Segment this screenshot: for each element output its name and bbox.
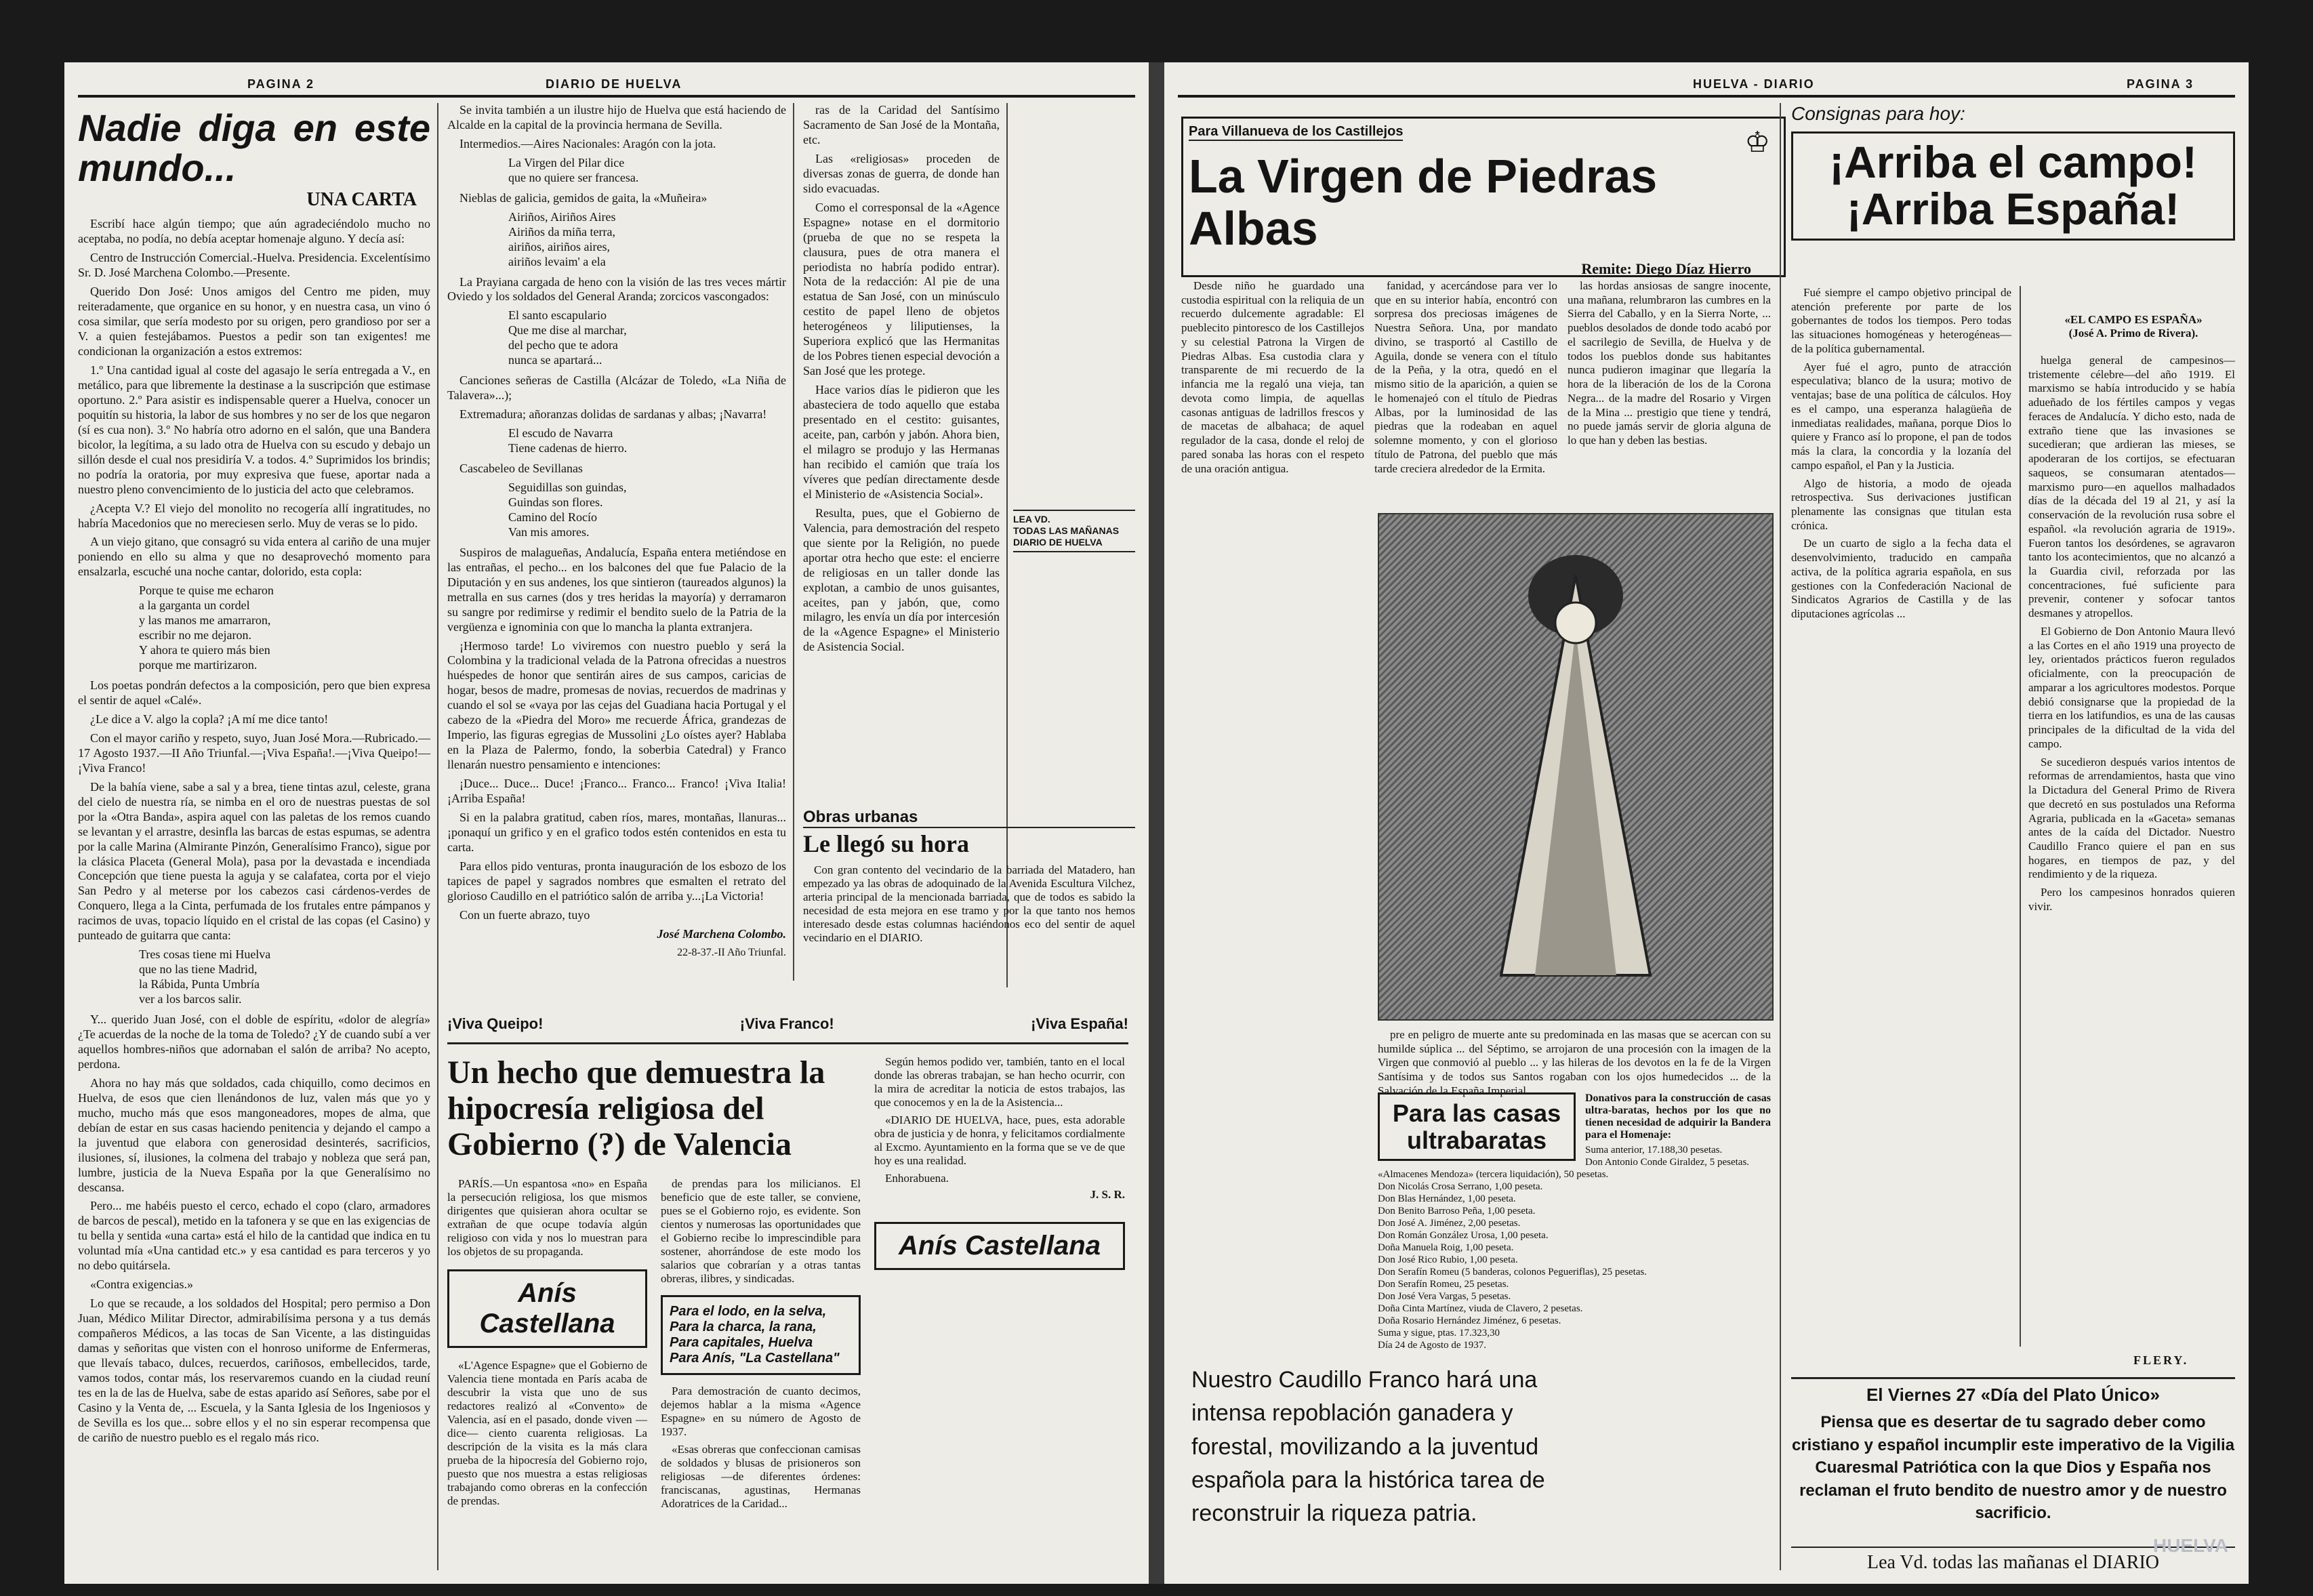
poem-line: Y ahora te quiero más bien bbox=[139, 643, 270, 657]
paragraph: Querido Don José: Unos amigos del Centro me piden, muy reiteradamente, que organice en su honor, y en nuestra casa, un vino ó cosa similar, que sería modesto por su origen, pero grandioso por ser a V. a quien festejábamos. Puestos a pedir son tan exigentes! me condicionan la organización a estos extremos: bbox=[78, 285, 430, 359]
poem-line: La Virgen del Pilar dice bbox=[508, 155, 625, 169]
poem-line: Van mis amores. bbox=[508, 525, 590, 539]
poem-line: Seguidillas son guindas, bbox=[508, 480, 627, 494]
donation-line: Don Blas Hernández, 1,00 peseta. bbox=[1378, 1193, 1516, 1204]
headline-arriba-el-campo: ¡Arriba el campo! ¡Arriba España! bbox=[1829, 137, 2197, 234]
ad-line: Para la charca, la rana, bbox=[670, 1319, 817, 1334]
poem-line: Guindas son flores. bbox=[508, 495, 603, 509]
donation-line: Doña Rosario Hernández Jiménez, 6 pesetas. bbox=[1378, 1315, 1561, 1326]
donation-line: «Almacenes Mendoza» (tercera liquidación), 50 pesetas. bbox=[1378, 1169, 1609, 1180]
paragraph: ¿Le dice a V. algo la copla? ¡A mí me dice tanto! bbox=[90, 712, 329, 726]
paragraph: Desde niño he guardado una custodia espiritual con la reliquia de un recuerdo dulcemente agradable: El pueblecito pintoresco de los Castillejos y su celestial Patrona la Virgen de Piedras Albas. Esa custodia clara y transparente de mi recuerdo de la infancia me la regaló una vieja, tan devota como limpia, de aquellas casonas antiguas de ladrillos frescos y de macetas de albahaca; de aquel regulador de la casa, donde el reloj de pared sonaba las horas con el respeto de una oración antigua. bbox=[1181, 279, 1364, 475]
paragraph: «DIARIO DE HUELVA, hace, pues, esta adorable obra de justicia y de honra, y felicitamos cordialmente al Excmo. Ayuntamiento en la forma que se ve de que hoy es una realidad. bbox=[874, 1113, 1125, 1167]
paragraph: Lo que se recaude, a los soldados del Hospital; pero permiso a Don Juan, Médico Militar Director, admirabilísima persona y a tus demás compañeros Médicos, a las tocas de San Vicente, a las distinguidas damas y señoritas que visten con el honroso uniforme de Enfermeras, que llevaís tabaco, dulces, recuerdos, cariñosos, embellecidos, tarde, vamos todos, contar más, los reservaremos cuando en la ciudad reuní tes en la de las de Huelva, sabe de estas aparido así Señores, sabe por el Casino y la Venta de, ... Escuela, y la Santa Iglesia de los Ingeniosos y de Sevilla es los que... sobre ellos y el no sin esperar recompensa que de cariño de nuestro pueblo es el regalo más rico. bbox=[78, 1296, 430, 1444]
virgen-photo bbox=[1378, 513, 1774, 1021]
paragraph: De un cuarto de siglo a la fecha data el desenvolvimiento, traducido en campaña activa, de la política agraria española, en sus gestiones con la Confederación Nacional de Sindicatos Agrarios de Castilla y de las diputaciones agrícolas ... bbox=[1791, 537, 2011, 621]
paragraph: Pero los campesinos honrados quieren vivir. bbox=[2028, 886, 2235, 913]
paragraph: PARÍS.—Un espantosa «no» en España la persecución religiosa, los que mismos dirigentes que quisieran ahora ocultar se extrañan de que ocupe todavía algún religioso con vida y nos lo muestran para los objetos de su propaganda. bbox=[447, 1177, 647, 1258]
header-rule bbox=[1178, 95, 2235, 98]
paragraph: Donativos para la construcción de casas ultra-baratas, hechos por los que no tienen necesidad de adquirir la Bandera para el Homenaje: bbox=[1585, 1092, 1771, 1141]
poem-line: ver a los barcos salir. bbox=[139, 992, 242, 1006]
donation-line: Don José Rico Rubio, 1,00 peseta. bbox=[1378, 1254, 1518, 1265]
donation-line: Suma y sigue, ptas. 17.323,30 bbox=[1378, 1328, 1500, 1338]
vivas-line bbox=[447, 1011, 1128, 1044]
paragraph: Centro de Instrucción Comercial.-Huelva. Presidencia. Excelentísimo Sr. D. José Marchena Colombo.—Presente. bbox=[78, 251, 430, 280]
page-number-right: PAGINA 3 bbox=[2127, 77, 2194, 91]
paragraph: Con un fuerte abrazo, tuyo bbox=[459, 907, 590, 922]
ad-anis-castellana-1: Anís Castellana bbox=[447, 1269, 647, 1348]
poem-copla bbox=[78, 584, 430, 673]
paragraph: «Esas obreras que confeccionan camisas de soldados y blusas de prisioneros son religiosas —de diferentes órdenes: franciscanas, agustinas, Hermanas Adoratrices de la Caridad... bbox=[661, 1443, 861, 1510]
poem-line: Airiños da miña terra, bbox=[508, 224, 615, 239]
poem-line: que no quiere ser francesa. bbox=[508, 170, 639, 184]
plato-unico-notice bbox=[1791, 1377, 2235, 1525]
virgen-col2 bbox=[1374, 279, 1557, 506]
consignas-section bbox=[1791, 103, 2235, 241]
poem-line: Camino del Rocío bbox=[508, 510, 597, 524]
paragraph: Según hemos podido ver, también, tanto en el local donde las obreras trabajan, se han hecho ocurrir, con la mira de acreditar la noticia de estos trabajos, las que conocemos y en la de la Asistencia... bbox=[874, 1055, 1125, 1109]
column-divider bbox=[793, 103, 794, 981]
paragraph: «L'Agence Espagne» que el Gobierno de Valencia tiene montada en París acaba de descubrir la vista que uno de sus redactores realizó al «Convento» de Valencia, así en el pasado, donde viven —dice— ciento cuarenta religiosas. La descripción de la visita es la más clara prueba de la hipocresía del Gobierno rojo, puesto que nos muestra a estas religiosas trabajando como obreras en la confección de prendas. bbox=[447, 1359, 647, 1507]
boxed-line: TODAS LAS MAÑANAS bbox=[1013, 525, 1120, 537]
donation-line: Don Román González Urosa, 1,00 peseta. bbox=[1378, 1230, 1549, 1241]
paragraph: Suspiros de malagueñas, Andalucía, España entera metiéndose en las entrañas, el pecho... en los balcones del que fue Palacio de la Diputación y en sus andenes, los que sintieron (taureados algunos) la metralla en sus carnes (dos y tres heridas la mayoría) y derramaron su sangre por redimirse y redimir el bendito suelo de la Patria de la vergüenza e ignominia con que lo mancha la planta extranjera. bbox=[447, 545, 786, 634]
virgen-col-lower bbox=[1378, 1028, 1771, 1097]
archive-watermark: HUELVA bbox=[2153, 1535, 2228, 1556]
poem-line: Tres cosas tiene mi Huelva bbox=[139, 947, 271, 962]
consignas-label: Consignas para hoy: bbox=[1791, 103, 1965, 124]
column-carta-cont bbox=[447, 103, 786, 1048]
paragraph: El Gobierno de Don Antonio Maura llevó a las Cortes en el año 1919 una proyecto de ley, orientados prácticos fueron regulados oficialmente, con la preocupación de amparar a los agricultores modestos. Porque debió consignarse que la propiedad de la tierra en los latifundios, es una de las causas principales de la dificultad de la vida del campo. bbox=[2028, 624, 2235, 750]
poem-line: El santo escapulario bbox=[508, 308, 607, 323]
paragraph: fanidad, y acercándose para ver lo que en su interior había, encontró con sorpresa dos preciosas imágenes de Nuestra Señora. Una, por mandato divino, se trasportó al Castillo de Aguila, donde se venera con el título de la Peña, y la otra, quedó en el mismo sitio de la aparición, a quien se le homenajeó con el título de Piedras Albas, por la luminosidad de las piedras que la rodeaban en aquel solemne momento, y con el glorioso título de Patrona, del pueblo que más tarde creciera alrededor de la Ermita. bbox=[1374, 279, 1557, 475]
column-divider bbox=[1780, 103, 1781, 1570]
column-divider bbox=[437, 103, 438, 1570]
poem-line: airiños, airiños aires, bbox=[508, 239, 610, 253]
subhead-una-carta: UNA CARTA bbox=[306, 188, 417, 210]
donation-line: Doña Cinta Martínez, viuda de Clavero, 2 pesetas. bbox=[1378, 1303, 1583, 1314]
paragraph: Como el corresponsal de la «Agence Espagne» notase en el dormitorio (prueba de que no se respeta la clausura, pues de otra manera el periodista no habría podido entrar). Nota de la redacción: Al pie de una estatua de San José, con un minúsculo cestito de papel lleno de objetos heterogéneos y liliputienses, la Superiora explicó que las Hermanitas de los Pobres tienen especial devoción a San José que les protege. bbox=[803, 200, 1000, 378]
franco-quote: Nuestro Caudillo Franco hará una intensa repoblación ganadera y forestal, movilizando a la juventud española para la histórica tarea de reconstruir la riqueza patria. bbox=[1191, 1367, 1545, 1527]
kicker: Para Villanueva de los Castillejos bbox=[1189, 124, 1403, 141]
masthead-right: HUELVA - DIARIO bbox=[1693, 77, 1815, 91]
poem-line: Airiños, Airiños Aires bbox=[508, 209, 616, 224]
page-number-left: PAGINA 2 bbox=[247, 77, 315, 91]
paragraph: de prendas para los milicianos. El beneficio que de este taller, se conviene, pues se el Gobierno rojo, es evidente. Son cientos y numerosas las oportunidades que el Gobierno recibe lo imprescindible para sostener, ahorrándose de este modo los salarios que cobrarían y a otras tantas obreras, ilibres, y sindicadas. bbox=[661, 1177, 861, 1285]
virgen-col1 bbox=[1181, 279, 1364, 1082]
headline-le-llego: Le llegó su hora bbox=[803, 830, 970, 857]
poem-line: escribir no me dejaron. bbox=[139, 628, 251, 642]
quote-title: «EL CAMPO ES ESPAÑA» bbox=[2064, 313, 2203, 326]
poem-line: a la garganta un cordel bbox=[139, 598, 250, 613]
hipocresia-col2 bbox=[661, 1177, 861, 1511]
poem-huelva bbox=[78, 947, 430, 1007]
donation-line: Suma anterior, 17.188,30 pesetas. bbox=[1585, 1145, 1723, 1155]
virgen-col3 bbox=[1568, 279, 1771, 506]
poem-muneira bbox=[447, 210, 786, 270]
viva-espana: ¡Viva España! bbox=[1031, 1015, 1128, 1032]
primo-quote bbox=[2032, 313, 2235, 340]
paragraph: 1.º Una cantidad igual al coste del agasajo le sería entregada a V., en metálico, para que libremente la destinase a la suscripción que estimase oportuno. 2.º Para asistir es indispensable querer a Huelva, conocer un poquitín su historia, la labor de sus hombres y no ser de los que negaron (sí es cua non). 3.º No habría otro adorno en el salón, que una Bandera bicolor, la legítima, a su lado otra de Huelva con su escudo y debajo un sillón desde el cual nos presidiría V. a todos. 4.º Suprimidos los brindis; no podría la oratoria, por muy expresiva que fuese, aportar nada a nuestro pleno convencimiento de lo justicia del acto que celebramos. bbox=[78, 363, 430, 496]
poem-line: nunca se apartará... bbox=[508, 353, 602, 367]
poem-navarra bbox=[447, 426, 786, 456]
coat-of-arms-icon: ♔ bbox=[1744, 127, 1770, 159]
poem-line: del pecho que te adora bbox=[508, 338, 618, 352]
paragraph: Algo de historia, a modo de ojeada retrospectiva. Sus derivaciones justifican plenamente las consignas que titulan esta crónica. bbox=[1791, 476, 2011, 532]
masthead-left: DIARIO DE HUELVA bbox=[546, 77, 682, 91]
paragraph: Pero... me habéis puesto el cerco, echado el copo (claro, armadores de barcos de pescal), metido en la tafonera y se que en las exigencias de tu bella y sentida «una carta» está el hilo de la cantidad que indica en tu voluntad mía «Una cantidad etc.» y esa cantidad es para terceros y yo no debo quitársela. bbox=[78, 1199, 430, 1273]
paragraph: Ayer fué el agro, punto de atracción especulativa; blanco de la usura; motivo de ventajas; base de una política de cálculos. Hoy es el campo, una esperanza halagüeña de inmediatas realidades, mañana, porque Dios lo quiere y Franco así lo propone, el pan de todos más la clara, la concordia y la lozanía del campo español, el Pan y la Justicia. bbox=[1791, 360, 2011, 472]
paragraph: De la bahía viene, sabe a sal y a brea, tiene tintas azul, celeste, grana del cielo de nuestra ría, se nimba en el oro de nuestras puestas de sol por la «Otra Banda», aspira aquel con las paletas de los remos cuando se levantan y el arrastre, desinfla las barcas de estas espumas, se adentra por la calle Marina (Almirante Pinzón, Generalísimo Franco), sigue por la clásica Placeta (General Mola), pasa por la devastada e incendiada Concepción que tiene puesta la aguja y se calafatea, corta por el viejo San Pedro y al meterse por los cabezos casi cárdenos-verdes de Conquero, llega a la Cinta, perfumada de los frutales entre pámpanos y racimos de uvas, topacio líquido en el cristal de las copas (el Casino) y punteado de guitarra que canta: bbox=[78, 779, 430, 943]
consignas-headline-box bbox=[1791, 131, 2235, 241]
poem-line: y las manos me amarraron, bbox=[139, 613, 271, 628]
paragraph: Nieblas de galicia, gemidos de gaita, la «Muñeira» bbox=[459, 190, 708, 205]
consignas-col2 bbox=[2028, 354, 2235, 1347]
paragraph: ¿Acepta V.? El viejo del monolito no recogería allí ingratitudes, no habría Macedonios que no mereciesen serlo. Muy de veras se lo pido. bbox=[78, 501, 430, 530]
paragraph: Escribí hace algún tiempo; que aún agradeciéndolo mucho no aceptaba, no podía, no debía aceptar homenaje alguno. Y decía así: bbox=[78, 217, 430, 246]
viva-franco: ¡Viva Franco! bbox=[739, 1015, 834, 1032]
poem-line: airiños levaim' a ela bbox=[508, 254, 606, 268]
paragraph: Se sucedieron después varios intentos de reformas de arrendamientos, hasta que vino la Dictadura del General Primo de Rivera que decretó en sus postulados una Reforma Agraria, publicada en la «Gaceta» semanas antes de la caída del Dictador. Nuestro Caudillo Franco quiere el pan en sus hogares, en tiempos de paz, y del rendimiento y de la riqueza. bbox=[2028, 755, 2235, 881]
footer-note: Lea Vd. todas las mañanas el DIARIO bbox=[1791, 1547, 2235, 1574]
ad-anis-castellana-2: Anís Castellana bbox=[874, 1222, 1125, 1270]
donations-list bbox=[1378, 1144, 1771, 1351]
poem-line: Porque te quise me echaron bbox=[139, 584, 274, 598]
obras-urbanas-section bbox=[803, 808, 1135, 947]
byline: Remite: Diego Díaz Hierro bbox=[1581, 260, 1751, 277]
ad-line: Para el lodo, en la selva, bbox=[670, 1304, 827, 1319]
paragraph: Extremadura; añoranzas dolidas de sardanas y albas; ¡Navarra! bbox=[459, 407, 767, 422]
poem-line: Que me dise al marchar, bbox=[508, 323, 627, 337]
poem-zorcico bbox=[447, 308, 786, 368]
poem-line: que no las tiene Madrid, bbox=[139, 962, 258, 977]
paragraph: Intermedios.—Aires Nacionales: Aragón con la jota. bbox=[459, 136, 716, 150]
hipocresia-col1 bbox=[447, 1177, 647, 1508]
paragraph: Para ellos pido venturas, pronta inauguración de los esbozo de los tapices de papel y sagrados nombres que esmalten el retrato del glorioso Caudillo en el patriótico salón de arriba y...¡La Victoria! bbox=[447, 859, 786, 903]
poem-sevillanas bbox=[447, 480, 786, 540]
paragraph: Resulta, pues, que el Gobierno de Valencia, para demostración del respeto que siente por la Religión, no puede aportar otra hecho que este: el encierre de religiosas en un taller donde las explotan, a cambio de unos guisantes, aceites, pan y jabón, que, como milagro, les envía un día por intercesión de la «Agence Espagne» el Ministerio de Asistencia Social. bbox=[803, 506, 1000, 654]
quote-author: (José A. Primo de Rivera). bbox=[2068, 327, 2198, 340]
paragraph: Y... querido Juan José, con el doble de espíritu, «dolor de alegría» ¿Te acuerdas de la noche de la toma de Toledo? ¿Y de cuando subí a ver aquellos hombres-niños que adornaban el salón de arriba? No acepto, perdona. bbox=[78, 1012, 430, 1071]
article-hipocresia bbox=[447, 1055, 1132, 1577]
paragraph: Para demostración de cuanto decimos, dejemos hablar a la misma «Agence Espagne» en su número de Agosto de 1937. bbox=[661, 1385, 861, 1438]
paragraph: Canciones señeras de Castilla (Alcázar de Toledo, «La Niña de Talavera»...); bbox=[447, 373, 786, 403]
donation-line: Don José Vera Vargas, 5 pesetas. bbox=[1378, 1291, 1511, 1302]
paragraph: ras de la Caridad del Santísimo Sacramento de San José de la Montaña, etc. bbox=[803, 103, 1000, 146]
plato-title: El Viernes 27 «Día del Plato Único» bbox=[1866, 1385, 2161, 1405]
headline-hipocresia: Un hecho que demuestra la hipocresía religiosa del Gobierno (?) de Valencia bbox=[447, 1055, 825, 1162]
headline-casas: Para las casas ultrabaratas bbox=[1392, 1099, 1561, 1154]
ad-line: Para capitales, Huelva bbox=[670, 1335, 813, 1350]
hipocresia-col3 bbox=[874, 1055, 1125, 1270]
poem-line: El escudo de Navarra bbox=[508, 426, 613, 441]
donation-line: Don José A. Jiménez, 2,00 pesetas. bbox=[1378, 1218, 1521, 1229]
virgin-statue-icon bbox=[1379, 514, 1772, 1019]
paragraph: ¡Duce... Duce... Duce! ¡Franco... Franco... Franco! ¡Viva Italia! ¡Arriba España! bbox=[447, 777, 786, 806]
paragraph: pre en peligro de muerte ante su predominada en las masas que se acercan con su humilde súplica ... del Séptimo, se arrojaron de una procesión con la imagen de la Virgen que conmovió al pueblo ... y las hileras de los devotos en la fe de la Virgen Santísima y de todos sus Santos rogaban con los ojos humedecidos ... de la Salvación de la España Imperial. bbox=[1378, 1028, 1771, 1097]
paragraph: Si en la palabra gratitud, caben ríos, mares, montañas, llanuras... ¡ponaquí un grifico y en el grafico todos estén contenidos en esta tu carta. bbox=[447, 810, 786, 854]
donation-line: Don Serafín Romeu, 25 pesetas. bbox=[1378, 1279, 1509, 1290]
donation-line: Don Nicolás Crosa Serrano, 1,00 peseta. bbox=[1378, 1181, 1543, 1192]
paragraph: ¡Hermoso tarde! Lo viviremos con nuestro pueblo y será la Colombina y la tradicional velada de la Patrona ofrecidas a nuestros huéspedes de honor que sentirán aires de sus campos, caricias de hogar, besos de madre, promesas de novias, recuerdos de madrinas y cuando el sol se «vaya por las cejas del Guadiana hacia Portugal y el cabezo de la «Piedra del Moro» me recuerde África, grandezas de Imperio, las figuras egregias de Mussolini ¿Lo oístes ayer? Hablaba en la Plaza de Palermo, fondo, la soberbia Catedral) y Franco llenarán nuestro pensamiento e intenciones: bbox=[447, 638, 786, 772]
initials: J. S. R. bbox=[1090, 1188, 1125, 1201]
casas-headline-box bbox=[1378, 1092, 1576, 1161]
column-carta bbox=[78, 103, 430, 1570]
donation-line: Don Antonio Conde Giraldez, 5 pesetas. bbox=[1585, 1157, 1750, 1168]
headline-virgen: La Virgen de Piedras Albas bbox=[1189, 150, 1658, 255]
signature: José Marchena Colombo. bbox=[657, 926, 786, 941]
paragraph: Cascabeleo de Sevillanas bbox=[459, 462, 583, 476]
paragraph: las hordas ansiosas de sangre inocente, una mañana, relumbraron las cumbres en la Sierra del Caballo, y en la Sierra Norte, ... pueblos desolados de donde todo acabó por el sacrilegio de Sevilla, de Huelva y de todos los pueblos donde sus habitantes nunca pudieron imaginar que llegaría la hora de la liberación de los de la Corona Negra... de la madre del Rosario y Virgen de la Mina ... prestigio que tiene y tendrá, no puede jamás servir de gloria alguna de lo que han y deben las bestias. bbox=[1568, 279, 1771, 447]
poem-jota bbox=[447, 156, 786, 186]
casas-ultrabaratas bbox=[1378, 1092, 1771, 1370]
paragraph: Fué siempre el campo objetivo principal de atención preferente por parte de los gobernantes de todos los tiempos. Pero todas las situaciones homogéneas y heterogéneas—de la política gubernamental. bbox=[1791, 286, 2011, 355]
signature-date: 22-8-37.-II Año Triunfal. bbox=[677, 946, 786, 958]
plato-text: Piensa que es desertar de tu sagrado deber como cristiano y español incumplir este imperativo de la Vigilia Cuaresmal Patriótica con la que Dios y España nos reclaman el fruto bendito de nuestro amor y de nuestro sacrificio. bbox=[1791, 1413, 2235, 1523]
paragraph: «Contra exigencias.» bbox=[90, 1277, 193, 1292]
paragraph: huelga general de campesinos—tristemente célebre—del año 1919. El marxismo se había introducido y se había adueñado de los fértiles campos y vegas feraces de Andalucía. Y dicho esto, nada de extraño tiene que las invasiones se sucedieran; que ardieran las mieses, se apoderaran de los cortijos, se efectuaran saqueos, se consumaran atentados—marxismo puro—en aquellos malhadados días de la década del 19 al 21, y así la conservación de la revolución rusa sobre el español. «la revolución agraria de 1919». Fueron tantos los desórdenes, se agravaron tanto los acontecimientos, que no alcanzó a la Guardia civil, reforzada por las concentraciones, fué suficiente para prevenir, contener y sofocar tantos desmanes y atropellos. bbox=[2028, 354, 2235, 620]
paragraph: Enhorabuena. bbox=[885, 1172, 949, 1185]
paragraph: Hace varios días le pidieron que les abasteciera de todo aquello que estaba presentado en el cestito: guisantes, aceite, pan, carbón y jabón. Ahora bien, el milagro se produjo y las Hermanas han recibido el camión que traía los víveres que pedían directamente desde el Ministerio de «Asistencia Social». bbox=[803, 383, 1000, 501]
donation-line: Doña Manuela Roig, 1,00 peseta. bbox=[1378, 1242, 1514, 1253]
section-label: Obras urbanas bbox=[803, 808, 1135, 828]
consignas-col1 bbox=[1791, 286, 2011, 1347]
paragraph: La Prayiana cargada de heno con la visión de las tres veces mártir Oviedo y los soldados del General Aranda; zorcicos vascongados: bbox=[447, 274, 786, 304]
donation-line: Don Benito Barroso Peña, 1,00 peseta. bbox=[1378, 1206, 1536, 1216]
signature-flery: FLERY. bbox=[2133, 1353, 2189, 1367]
ad-line: Para Anís, "La Castellana" bbox=[670, 1351, 840, 1366]
donation-line: Día 24 de Agosto de 1937. bbox=[1378, 1340, 1486, 1351]
paragraph: Se invita también a un ilustre hijo de Huelva que está haciendo de Alcalde en la capital de la provincia hermana de Sevilla. bbox=[447, 103, 786, 131]
paragraph: Los poetas pondrán defectos a la composición, pero que bien expresa el sentir de aquel «Calé». bbox=[78, 678, 430, 707]
poem-line: Tiene cadenas de hierro. bbox=[508, 441, 628, 455]
donation-line: Don Serafín Romeu (5 banderas, colonos Pegueriflas), 25 pesetas. bbox=[1378, 1267, 1647, 1277]
boxed-line: LEA VD. bbox=[1013, 514, 1050, 525]
paragraph: Las «religiosas» proceden de diversas zonas de guerra, de donde han sido evacuadas. bbox=[803, 151, 1000, 195]
virgen-header-box bbox=[1181, 117, 1786, 277]
poem-line: porque me martirizaron. bbox=[139, 658, 258, 672]
ad-para-el-lodo bbox=[661, 1295, 861, 1375]
boxed-lea-vd bbox=[1013, 510, 1135, 552]
viva-queipo: ¡Viva Queipo! bbox=[447, 1015, 544, 1032]
headline-nadie-diga: Nadie diga en este mundo... bbox=[78, 106, 430, 189]
paragraph: A un viejo gitano, que consagró su vida entera al cariño de una mujer poniendo en ello su alma y que no desaprovechó momento para ensalzarla, escuché una noche cantar, dolorido, esta copla: bbox=[78, 535, 430, 579]
paragraph: Con gran contento del vecindario de la barriada del Matadero, han empezado ya las obras de adoquinado de la Avenida Escultura Vilchez, arteria principal de la mencionada barriada, que de todos es sabido la necesidad de esta mejora en ese tramo y por la que tanto nos hemos interesado desde estas columnas haciéndonos eco del sentir de aquel vecindario en el DIARIO. bbox=[803, 863, 1135, 944]
header-rule bbox=[78, 95, 1135, 98]
boxed-line: DIARIO DE HUELVA bbox=[1013, 537, 1103, 548]
column-divider bbox=[2020, 286, 2021, 1347]
newspaper-spine bbox=[1149, 62, 1164, 1584]
paragraph: Ahora no hay más que soldados, cada chiquillo, como decimos en Huelva, de esos que cien llenándonos de luz, valen más que yo y mucho, mucho más que esos mangoneadores, mopes de alma, que debían de estar en sus casas haciendo penitencia y dejando el campo a la juventud que elabora con generosidad desinterés, sacrificios, ilusiones, sí, ilusiones, la colmena del trabajo y nobleza que será pan, lumbre, justicia de la Nueva España por la que Generalísimo no descansa. bbox=[78, 1076, 430, 1194]
page-2 bbox=[64, 62, 1149, 1584]
poem-line: la Rábida, Punta Umbría bbox=[139, 977, 260, 991]
page-3 bbox=[1164, 62, 2249, 1584]
paragraph: Con el mayor cariño y respeto, suyo, Juan José Mora.—Rubricado.—17 Agosto 1937.—II Año Triunfal.—¡Viva España!.—¡Viva Queipo!—¡Viva Franco! bbox=[78, 731, 430, 775]
